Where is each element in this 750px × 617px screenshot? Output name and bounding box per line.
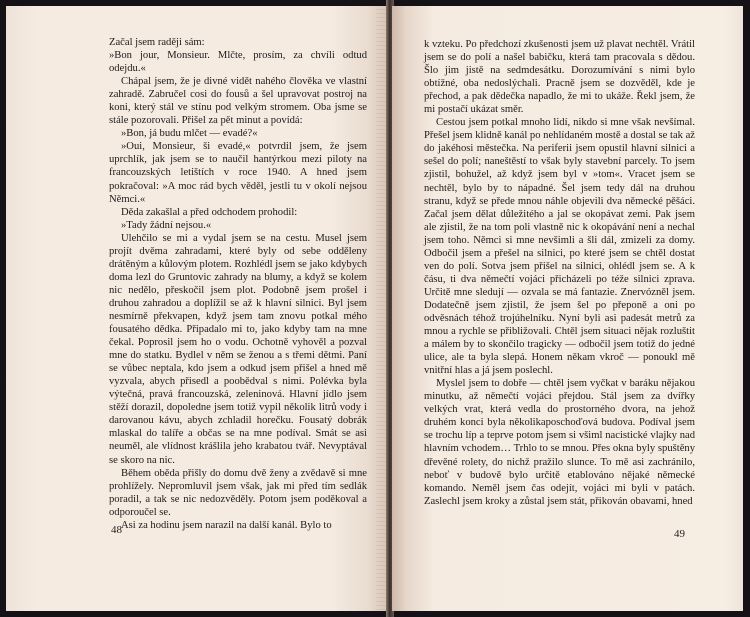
paragraph: »Bon jour, Monsieur. Mlčte, prosím, za chvíli odtud odejdu.« [109, 50, 367, 75]
paragraph: Ulehčilo se mi a vydal jsem se na cestu. Musel jsem projít dvěma zahradami, které byly od sebe odděleny drátěným a kůlovým plotem. Rozhlédl jsem se jako kdybych doma lezl do Gruntovic zahrady na blumy, a když se kolem nic nedělo, přeskočil jsem plot. Podobně jsem prošel i druhou zahradou a doplížil se až k hlavní silnici. Byl jsem nesmírně překvapen, když jsem tam znovu potkal mého fousatého dědka. Připadalo mi to, jako kdyby tam na mne čekal. Poprosil jsem ho o vodu. Ochotně vyhověl a pozval mne do statku. Bydlel v něm se ženou a s třemi dětmi. Paní se vůbec neptala, kdo jsem a odkud jsem přišel a hned mě vyzvala, abych přisedl a poobědval s nimi. Polévka byla výtečná, pravá francouzská, zeleninová. Hlavní jídlo jsem stěží dorazil, dopoledne jsem totiž vypil několik litrů vody i darovanou kávu, abych zchladil horečku. Fousatý dobrák mlaskal do talíře a občas se na mne podíval. Smát se asi neuměl, ale vlídnost krášlila jeho krabatou tvář. Nevyptával se skoro na nic. [109, 232, 367, 466]
page-number: 49 [674, 528, 685, 540]
paragraph: Začal jsem raději sám: [109, 37, 205, 48]
page-number: 48 [111, 524, 122, 536]
paragraph: »Tady žádní nejsou.« [121, 219, 212, 231]
paragraph: Myslel jsem to dobře — chtěl jsem vyčkat v baráku nějakou minutku, až němečtí vojáci přejdou. Stál jsem za dvířky velkých vrat, která vedla do prostorného dvora, na jehož druhém konci byla několikaposchoďová budova. Podíval jsem se trochu líp a teprve potom jsem si všiml nacistické vlajky nad hlavním vchodem… Trhlo to se mnou. Přes okna byly spuštěny dřevěné rolety, do nichž pražilo slunce. To mě asi zachránilo, neboť v budově bylo určitě etablováno nějaké německé komando. Neměl jsem čas odejít, vojáci mi byli v patách. Zaslechl jsem kroky a zůstal jsem stát, přikován obavami, hned [424, 378, 695, 507]
paragraph: k vzteku. Po předchozí zkušenosti jsem už plavat nechtěl. Vrátil jsem se do polí a našel babičku, která tam pracovala s dědou. Šlo jim jistě na sedmdesátku. Dorozumívání s nimi bylo obtížné, oba nedoslýchali. Pracně jsem se dozvěděl, kde je přechod, a pak dědečka napadlo, že mi to ukáže. Řekl jsem, že mi postačí ukázat směr. [424, 39, 695, 116]
paragraph: Děda zakašlal a před odchodem prohodil: [121, 206, 298, 218]
right-page-text [424, 38, 695, 508]
paragraph: »Oui, Monsieur, ši evadé,« potvrdil jsem, že jsem uprchlík, jak jsem se to naučil hantýrkou mezi piloty na francouzských letištích v roce 1940. A hned jsem pokračoval: »A moc rád bych věděl, jestli tu v okolí nejsou Němci.« [109, 141, 367, 205]
left-page-text [109, 36, 367, 532]
paragraph: Chápal jsem, že je divné vidět nahého člověka ve vlastní zahradě. Zabručel cosi do fousů a šel upravovat postroj na koni, který stál ve stínu pod velkým stromem. Oba jsme se stále pozorovali. Přišel za pět minut a povídá: [109, 76, 367, 127]
paragraph: Asi za hodinu jsem narazil na další kanál. Bylo to [121, 519, 332, 531]
paragraph: »Bon, já budu mlčet — evadé?« [121, 128, 258, 140]
paragraph: Během oběda přišly do domu dvě ženy a zvědavě si mne prohlížely. Nepromluvil jsem však, jak mi před tím sedlák poradil, a tak se nic nedozvěděly. Potom jsem poděkoval a odporoučel se. [109, 467, 367, 518]
right-page [392, 6, 743, 611]
paragraph: Cestou jsem potkal mnoho lidí, nikdo si mne však nevšímal. Přešel jsem klidně kanál po nehlídaném mostě a dostal se tak až do jakéhosi městečka. Na periferii jsem opustil hlavní silnici a sešel do polí; naneštěstí to však byly stavební parcely. To jsem zjistil, bohužel, až když jsem byl v »tom«. Vracet jsem se nechtěl, bylo by to nápadné. Šel jsem tedy dál na druhou stranu, když se přede mnou náhle objevili dva německé pěšáci. Začal jsem dělat důležitého a jal se okopávat zemi. Pak jsem ale zjistil, že na tom poli vlastně nic k okopávání není a nechal jsem toho. Němci si mne nevšimli a šli dál, zmizeli za domy. Odbočil jsem a přešel na silnici, po které jsem se chtěl dostat ven do polí. Sotva jsem přišel na silnici, ohlédl jsem se. A k čásu, ti dva němečtí vojáci přicházeli po téže silnici zprava. Určitě mne sledují — ozvala se má fantazie. Znervózněl jsem. Dodatečně jsem zjistil, že jsem šel po přeponě a oni po odvěsnách téhož trojúhelníku. Nyní byli asi padesát metrů za mnou a rychle se přibližovali. Chtěl jsem situaci nějak rozluštit a málem by to skončilo tragicky — odbočil jsem totiž do jedné ulice, ale ta byla slepá. Honem někam vkroč — ponoukl mě vnitřní hlas a já jsem poslechl. [424, 117, 695, 377]
left-page [6, 6, 388, 611]
